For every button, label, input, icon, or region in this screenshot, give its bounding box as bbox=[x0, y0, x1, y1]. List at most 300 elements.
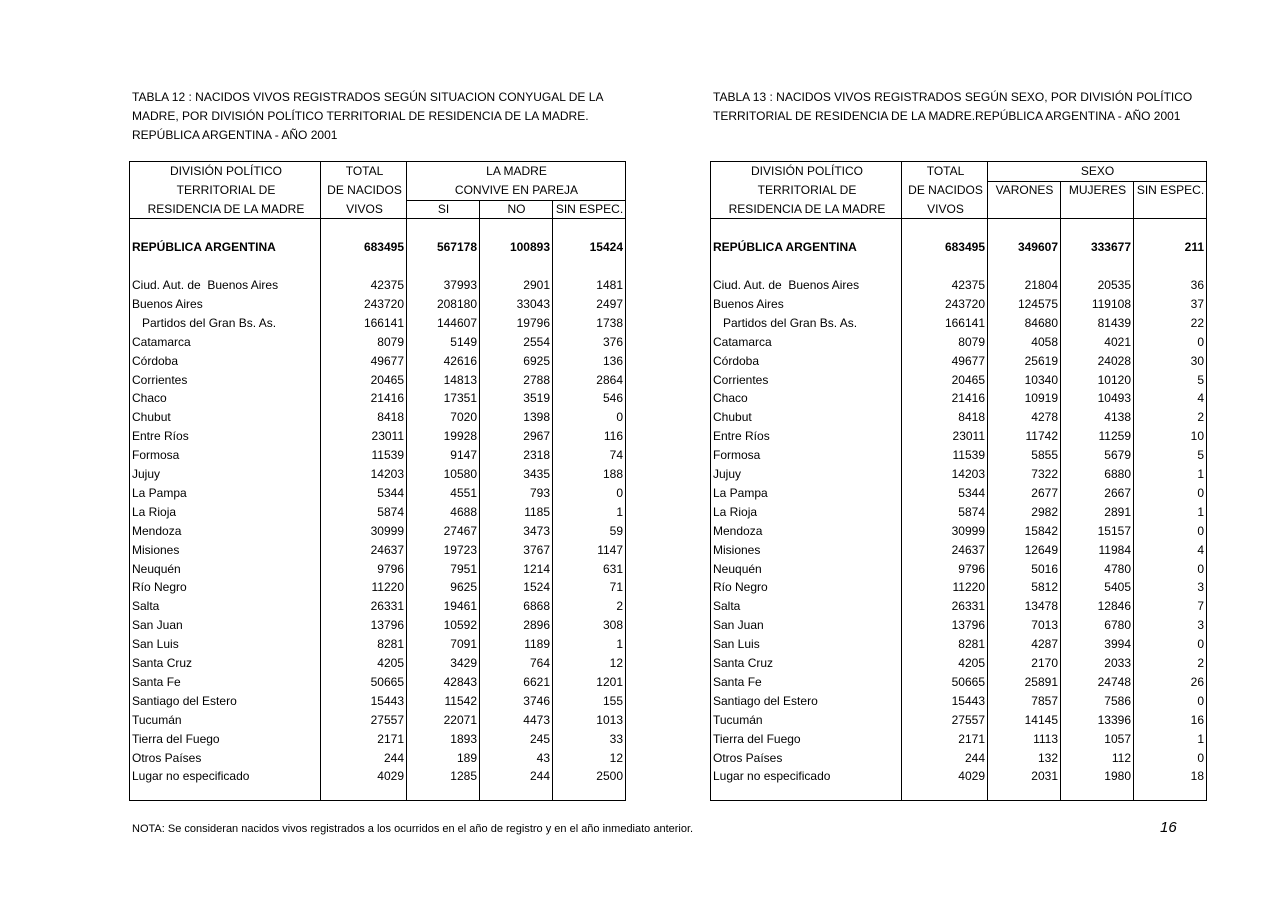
province-row-value: 8281 bbox=[377, 637, 404, 652]
province-row-value: 1113 bbox=[1033, 731, 1058, 746]
column-divider bbox=[901, 162, 902, 800]
province-row-value: 8079 bbox=[958, 334, 985, 349]
province-row-value: 189 bbox=[456, 750, 477, 765]
header-division: DIVISIÓN POLÍTICO bbox=[750, 164, 864, 178]
province-row-value: 764 bbox=[529, 656, 550, 670]
title-line: TERRITORIAL DE RESIDENCIA DE LA MADRE.REPÚBLICA ARGENTINA - AÑO 2001 bbox=[713, 109, 1181, 123]
province-row-value: 24637 bbox=[951, 542, 985, 557]
province-row-value: 15157 bbox=[1097, 523, 1131, 538]
header-division: RESIDENCIA DE LA MADRE bbox=[728, 202, 886, 216]
province-row-value: 49677 bbox=[370, 353, 404, 368]
national-row-value: 349607 bbox=[1017, 240, 1058, 254]
province-row-name: Santa Cruz bbox=[132, 656, 193, 670]
province-row-value: 3746 bbox=[523, 693, 550, 708]
province-row-value: 245 bbox=[529, 731, 550, 746]
province-row-value: 208180 bbox=[436, 296, 477, 311]
province-row-value: 376 bbox=[602, 334, 623, 349]
province-row-name: Misiones bbox=[713, 542, 761, 557]
province-row-value: 49677 bbox=[951, 353, 985, 368]
province-row-value: 20465 bbox=[370, 372, 404, 387]
province-row-value: 24748 bbox=[1097, 674, 1131, 689]
province-row-value: 26331 bbox=[951, 599, 985, 614]
province-row-value: 30999 bbox=[951, 523, 985, 538]
province-row-value: 0 bbox=[1197, 693, 1204, 708]
province-row-value: 6925 bbox=[523, 353, 550, 368]
national-row-value: 211 bbox=[1184, 240, 1204, 254]
province-row-value: 5344 bbox=[958, 485, 985, 500]
province-row-value: 5016 bbox=[1031, 561, 1058, 576]
province-row-value: 2497 bbox=[596, 296, 623, 311]
province-row-name: Tucumán bbox=[132, 712, 182, 727]
province-row-value: 37993 bbox=[443, 278, 477, 292]
province-row-value: 1398 bbox=[523, 410, 550, 425]
province-row-name: Mendoza bbox=[132, 523, 182, 538]
province-row-value: 11984 bbox=[1098, 542, 1131, 557]
province-row-value: 1 bbox=[616, 504, 623, 519]
province-row-name: Salta bbox=[713, 599, 741, 614]
province-row-value: 8079 bbox=[377, 334, 404, 349]
province-row-value: 11742 bbox=[1025, 429, 1058, 444]
title-line: REPÚBLICA ARGENTINA - AÑO 2001 bbox=[132, 128, 338, 142]
province-row-value: 2170 bbox=[1031, 656, 1058, 670]
province-row-value: 1 bbox=[1197, 504, 1204, 519]
province-row-value: 546 bbox=[602, 391, 623, 406]
province-row-value: 132 bbox=[1037, 750, 1058, 765]
province-row-name: San Luis bbox=[132, 637, 179, 652]
province-row-value: 7586 bbox=[1104, 693, 1131, 708]
province-row-name: Jujuy bbox=[713, 467, 742, 481]
province-row-name: Chubut bbox=[713, 410, 752, 425]
province-row-value: 308 bbox=[602, 618, 623, 633]
province-row-name: Catamarca bbox=[713, 334, 772, 349]
province-row-name: Tierra del Fuego bbox=[132, 731, 220, 746]
province-row-value: 10 bbox=[1190, 429, 1204, 444]
province-row-value: 23011 bbox=[952, 429, 985, 444]
table-13-title bbox=[713, 88, 1213, 126]
province-row-value: 18 bbox=[1190, 769, 1204, 784]
province-row-value: 11539 bbox=[371, 448, 404, 463]
province-row-value: 30 bbox=[1190, 353, 1204, 368]
province-row-value: 1 bbox=[1197, 467, 1204, 481]
province-row-name: Otros Países bbox=[713, 750, 783, 765]
province-row-value: 4205 bbox=[958, 656, 985, 670]
province-row-name: Jujuy bbox=[132, 467, 161, 481]
province-row-value: 25891 bbox=[1024, 674, 1058, 689]
province-row-value: 1147 bbox=[597, 542, 623, 557]
province-row-value: 42375 bbox=[951, 278, 985, 292]
header-sub-column: SIN ESPEC. bbox=[1136, 183, 1205, 197]
header-total: DE NACIDOS bbox=[327, 183, 402, 197]
province-row-name: Río Negro bbox=[132, 580, 187, 595]
province-row-value: 4688 bbox=[450, 504, 477, 519]
province-row-value: 166141 bbox=[944, 315, 985, 330]
province-row-name: La Rioja bbox=[713, 504, 758, 519]
province-row-value: 26331 bbox=[370, 599, 404, 614]
province-row-value: 9625 bbox=[450, 580, 477, 595]
province-row-value: 27557 bbox=[370, 712, 404, 727]
title-line: MADRE, POR DIVISIÓN POLÍTICO TERRITORIAL DE RESIDENCIA DE LA MADRE. bbox=[132, 109, 589, 123]
province-row-value: 2667 bbox=[1104, 485, 1131, 500]
province-row-value: 74 bbox=[609, 448, 623, 463]
province-row-value: 9796 bbox=[958, 561, 985, 576]
province-row-name: Chubut bbox=[132, 410, 171, 425]
province-row-value: 0 bbox=[1197, 750, 1204, 765]
province-row-value: 5855 bbox=[1031, 448, 1058, 463]
province-row-value: 42375 bbox=[370, 278, 404, 292]
province-row-value: 7091 bbox=[450, 637, 477, 652]
province-row-value: 13396 bbox=[1097, 712, 1131, 727]
column-divider bbox=[320, 162, 321, 800]
province-row-value: 2788 bbox=[523, 372, 550, 387]
province-row-value: 3767 bbox=[523, 542, 550, 557]
province-row-value: 7322 bbox=[1031, 467, 1058, 481]
province-row-value: 4780 bbox=[1104, 561, 1131, 576]
province-row-value: 15443 bbox=[951, 693, 985, 708]
province-row-value: 0 bbox=[616, 410, 623, 425]
province-row-value: 4 bbox=[1197, 542, 1204, 557]
province-row-value: 33 bbox=[609, 731, 623, 746]
province-row-value: 1980 bbox=[1104, 769, 1131, 784]
province-row-value: 14203 bbox=[370, 467, 404, 481]
province-row-value: 0 bbox=[1197, 561, 1204, 576]
province-row-name: Buenos Aires bbox=[132, 296, 203, 311]
province-row-value: 4205 bbox=[377, 656, 404, 670]
province-row-value: 0 bbox=[1197, 485, 1204, 500]
province-row-value: 3519 bbox=[523, 391, 550, 406]
province-row-name: Salta bbox=[132, 599, 160, 614]
province-row-value: 2 bbox=[1197, 410, 1204, 425]
province-row-value: 11220 bbox=[371, 580, 404, 595]
province-row-name: Formosa bbox=[132, 448, 180, 463]
province-row-value: 21416 bbox=[370, 391, 404, 406]
province-row-value: 1057 bbox=[1104, 731, 1131, 746]
province-row-name: Ciud. Aut. de Buenos Aires bbox=[713, 278, 860, 292]
province-row-value: 244 bbox=[529, 769, 550, 784]
province-row-value: 3 bbox=[1197, 618, 1204, 633]
province-row-value: 37 bbox=[1190, 296, 1204, 311]
province-row-value: 3435 bbox=[523, 467, 550, 481]
province-row-value: 30999 bbox=[370, 523, 404, 538]
province-row-name: Chaco bbox=[713, 391, 748, 406]
province-row-value: 2982 bbox=[1031, 504, 1058, 519]
header-sub-column: VARONES bbox=[995, 183, 1054, 197]
province-row-name: Mendoza bbox=[713, 523, 763, 538]
province-row-value: 112 bbox=[1111, 750, 1131, 765]
province-row-value: 6780 bbox=[1104, 618, 1131, 633]
province-row-value: 84680 bbox=[1024, 315, 1058, 330]
province-row-value: 2031 bbox=[1031, 769, 1058, 784]
province-row-value: 13478 bbox=[1024, 599, 1058, 614]
province-row-value: 4 bbox=[1197, 391, 1204, 406]
province-row-value: 13796 bbox=[951, 618, 985, 633]
province-row-value: 19928 bbox=[443, 429, 477, 444]
header-sub-column: MUJERES bbox=[1068, 183, 1127, 197]
header-group: CONVIVE EN PAREJA bbox=[454, 183, 579, 197]
province-row-value: 15443 bbox=[370, 693, 404, 708]
province-row-value: 5405 bbox=[1104, 580, 1131, 595]
province-row-value: 12846 bbox=[1097, 599, 1131, 614]
province-row-value: 5 bbox=[1197, 448, 1204, 463]
province-row-name: Entre Ríos bbox=[132, 429, 189, 444]
province-row-value: 4029 bbox=[377, 769, 404, 784]
national-row-value: 333677 bbox=[1090, 240, 1131, 254]
header-sub-column: NO bbox=[507, 202, 526, 216]
province-row-value: 1201 bbox=[596, 674, 623, 689]
province-row-value: 11542 bbox=[444, 693, 477, 708]
province-row-value: 15842 bbox=[1024, 523, 1058, 538]
province-row-value: 1 bbox=[616, 637, 623, 652]
province-row-value: 4278 bbox=[1031, 410, 1058, 425]
province-row-value: 1524 bbox=[523, 580, 550, 595]
title-line: TABLA 13 : NACIDOS VIVOS REGISTRADOS SEGÚN SEXO, POR DIVISIÓN POLÍTICO bbox=[713, 90, 1193, 104]
province-row-value: 793 bbox=[529, 485, 550, 500]
province-row-value: 43 bbox=[536, 750, 550, 765]
province-row-name: Otros Países bbox=[132, 750, 202, 765]
province-row-value: 1 bbox=[1197, 731, 1204, 746]
province-row-value: 6880 bbox=[1104, 467, 1131, 481]
province-row-value: 188 bbox=[602, 467, 623, 481]
province-row-value: 4473 bbox=[523, 712, 550, 727]
province-row-value: 14813 bbox=[443, 372, 477, 387]
province-row-value: 42843 bbox=[443, 674, 477, 689]
page-number: 16 bbox=[1160, 819, 1177, 836]
province-row-name: Buenos Aires bbox=[713, 296, 784, 311]
province-row-value: 81439 bbox=[1097, 315, 1131, 330]
province-row-value: 243720 bbox=[944, 296, 985, 311]
province-row-value: 16 bbox=[1190, 712, 1204, 727]
header-division: TERRITORIAL DE bbox=[176, 183, 276, 197]
header-sub-column: SI bbox=[437, 202, 450, 216]
province-row-name: Santa Fe bbox=[713, 674, 762, 689]
province-row-value: 12 bbox=[609, 750, 623, 765]
province-row-value: 244 bbox=[383, 750, 404, 765]
province-row-value: 33043 bbox=[516, 296, 550, 311]
province-row-value: 1185 bbox=[524, 504, 550, 519]
province-row-value: 2171 bbox=[377, 731, 404, 746]
province-row-value: 21804 bbox=[1024, 278, 1058, 292]
province-row-value: 42616 bbox=[443, 353, 477, 368]
national-row-name: REPÚBLICA ARGENTINA bbox=[132, 240, 276, 254]
province-row-value: 166141 bbox=[363, 315, 404, 330]
province-row-value: 8281 bbox=[958, 637, 985, 652]
province-row-value: 4021 bbox=[1104, 334, 1131, 349]
province-row-value: 5874 bbox=[377, 504, 404, 519]
province-row-name: Neuquén bbox=[132, 561, 181, 576]
header-total: TOTAL bbox=[926, 164, 965, 178]
province-row-value: 5812 bbox=[1031, 580, 1058, 595]
province-row-value: 155 bbox=[602, 693, 623, 708]
province-row-value: 12 bbox=[609, 656, 623, 670]
province-row-value: 2864 bbox=[596, 372, 623, 387]
province-row-name: Córdoba bbox=[713, 353, 760, 368]
province-row-value: 4029 bbox=[958, 769, 985, 784]
province-row-value: 5149 bbox=[450, 334, 477, 349]
province-row-value: 1738 bbox=[596, 315, 623, 330]
province-row-name: Santiago del Estero bbox=[713, 693, 818, 708]
table-13 bbox=[710, 161, 1207, 801]
header-sub-column: SIN ESPEC. bbox=[555, 202, 624, 216]
province-row-value: 21416 bbox=[951, 391, 985, 406]
province-row-value: 10120 bbox=[1097, 372, 1131, 387]
province-row-value: 9147 bbox=[450, 448, 477, 463]
table-12 bbox=[129, 161, 626, 801]
province-row-value: 1013 bbox=[596, 712, 623, 727]
province-row-value: 9796 bbox=[377, 561, 404, 576]
province-row-name: Córdoba bbox=[132, 353, 179, 368]
national-row-value: 683495 bbox=[363, 240, 404, 254]
national-row-value: 683495 bbox=[944, 240, 985, 254]
province-row-name: Lugar no especificado bbox=[713, 769, 831, 784]
province-row-name: Ciud. Aut. de Buenos Aires bbox=[132, 278, 279, 292]
province-row-value: 7020 bbox=[450, 410, 477, 425]
province-row-value: 27557 bbox=[951, 712, 985, 727]
title-line: TABLA 12 : NACIDOS VIVOS REGISTRADOS SEGÚN SITUACION CONYUGAL DE LA bbox=[132, 90, 604, 104]
province-row-value: 19461 bbox=[443, 599, 477, 614]
province-row-value: 4138 bbox=[1104, 410, 1131, 425]
province-row-value: 1214 bbox=[523, 561, 550, 576]
province-row-value: 0 bbox=[1197, 637, 1204, 652]
province-row-name: Corrientes bbox=[132, 372, 188, 387]
province-row-value: 7857 bbox=[1031, 693, 1058, 708]
province-row-value: 19723 bbox=[443, 542, 477, 557]
province-row-value: 6621 bbox=[523, 674, 550, 689]
province-row-name: Catamarca bbox=[132, 334, 191, 349]
province-row-value: 3 bbox=[1197, 580, 1204, 595]
province-row-name: La Pampa bbox=[132, 485, 187, 500]
province-row-value: 5874 bbox=[958, 504, 985, 519]
province-row-value: 244 bbox=[964, 750, 985, 765]
province-row-value: 6868 bbox=[523, 599, 550, 614]
footnote: NOTA: Se consideran nacidos vivos registrados a los ocurridos en el año de registro y en el año inmediato anterior. bbox=[132, 823, 694, 835]
header-division: DIVISIÓN POLÍTICO bbox=[169, 164, 283, 178]
header-group: SEXO bbox=[1080, 164, 1115, 178]
province-row-value: 19796 bbox=[516, 315, 550, 330]
province-row-value: 0 bbox=[1197, 523, 1204, 538]
province-row-name: San Juan bbox=[132, 618, 183, 633]
province-row-value: 7 bbox=[1197, 599, 1204, 614]
province-row-name: Tierra del Fuego bbox=[713, 731, 801, 746]
province-row-value: 10919 bbox=[1024, 391, 1058, 406]
province-row-value: 1481 bbox=[596, 278, 623, 292]
province-row-value: 14203 bbox=[951, 467, 985, 481]
province-row-value: 20465 bbox=[951, 372, 985, 387]
province-row-value: 26 bbox=[1190, 674, 1204, 689]
province-row-name: Tucumán bbox=[713, 712, 763, 727]
province-row-value: 116 bbox=[603, 429, 623, 444]
province-row-value: 23011 bbox=[371, 429, 404, 444]
province-row-name: La Rioja bbox=[132, 504, 177, 519]
province-row-value: 3994 bbox=[1104, 637, 1131, 652]
province-row-value: 4287 bbox=[1031, 637, 1058, 652]
province-row-name: Corrientes bbox=[713, 372, 769, 387]
header-total: VIVOS bbox=[927, 202, 964, 216]
province-row-value: 13796 bbox=[370, 618, 404, 633]
province-row-value: 1285 bbox=[450, 769, 477, 784]
province-row-value: 4551 bbox=[450, 485, 477, 500]
province-row-value: 243720 bbox=[363, 296, 404, 311]
province-row-name: Formosa bbox=[713, 448, 761, 463]
province-row-value: 59 bbox=[609, 523, 623, 538]
province-row-value: 4058 bbox=[1031, 334, 1058, 349]
province-row-name: Neuquén bbox=[713, 561, 762, 576]
province-row-name: Río Negro bbox=[713, 580, 768, 595]
province-row-value: 17351 bbox=[443, 391, 477, 406]
province-row-value: 10580 bbox=[443, 467, 477, 481]
province-row-value: 11539 bbox=[952, 448, 985, 463]
province-row-value: 10340 bbox=[1024, 372, 1058, 387]
province-row-value: 2171 bbox=[958, 731, 985, 746]
province-row-value: 631 bbox=[602, 561, 623, 576]
national-row-name: REPÚBLICA ARGENTINA bbox=[713, 240, 857, 254]
province-row-name: Partidos del Gran Bs. As. bbox=[713, 315, 858, 330]
province-row-value: 24028 bbox=[1097, 353, 1131, 368]
header-total: VIVOS bbox=[346, 202, 383, 216]
province-row-value: 10592 bbox=[443, 618, 477, 633]
province-row-value: 136 bbox=[602, 353, 623, 368]
province-row-value: 2891 bbox=[1104, 504, 1131, 519]
province-row-value: 8418 bbox=[377, 410, 404, 425]
province-row-value: 3473 bbox=[523, 523, 550, 538]
header-division: TERRITORIAL DE bbox=[757, 183, 857, 197]
province-row-name: San Luis bbox=[713, 637, 760, 652]
province-row-name: Santa Fe bbox=[132, 674, 181, 689]
province-row-value: 8418 bbox=[958, 410, 985, 425]
province-row-value: 7013 bbox=[1031, 618, 1058, 633]
province-row-value: 24637 bbox=[370, 542, 404, 557]
province-row-value: 50665 bbox=[370, 674, 404, 689]
province-row-value: 2033 bbox=[1104, 656, 1131, 670]
province-row-value: 119108 bbox=[1091, 296, 1131, 311]
national-row-value: 100893 bbox=[509, 240, 550, 254]
province-row-value: 2 bbox=[616, 599, 623, 614]
province-row-value: 2896 bbox=[523, 618, 550, 633]
province-row-value: 14145 bbox=[1024, 712, 1058, 727]
province-row-name: La Pampa bbox=[713, 485, 768, 500]
province-row-value: 22 bbox=[1190, 315, 1204, 330]
province-row-name: Lugar no especificado bbox=[132, 769, 250, 784]
province-row-value: 25619 bbox=[1024, 353, 1058, 368]
province-row-name: Santiago del Estero bbox=[132, 693, 237, 708]
province-row-value: 27467 bbox=[443, 523, 477, 538]
province-row-value: 2 bbox=[1197, 656, 1204, 670]
province-row-value: 124575 bbox=[1017, 296, 1058, 311]
province-row-name: Entre Ríos bbox=[713, 429, 770, 444]
province-row-value: 1893 bbox=[450, 731, 477, 746]
province-row-value: 2677 bbox=[1031, 485, 1058, 500]
province-row-value: 2500 bbox=[596, 769, 623, 784]
header-total: DE NACIDOS bbox=[908, 183, 983, 197]
province-row-value: 12649 bbox=[1024, 542, 1058, 557]
province-row-value: 11220 bbox=[952, 580, 985, 595]
table-12-title bbox=[132, 88, 632, 145]
province-row-value: 2318 bbox=[523, 448, 550, 463]
province-row-value: 71 bbox=[609, 580, 623, 595]
province-row-value: 50665 bbox=[951, 674, 985, 689]
province-row-value: 144607 bbox=[436, 315, 477, 330]
province-row-name: Misiones bbox=[132, 542, 180, 557]
province-row-value: 5679 bbox=[1104, 448, 1131, 463]
province-row-value: 2554 bbox=[523, 334, 550, 349]
province-row-value: 7951 bbox=[450, 561, 477, 576]
province-row-value: 5344 bbox=[377, 485, 404, 500]
header-total: TOTAL bbox=[345, 164, 384, 178]
province-row-value: 22071 bbox=[443, 712, 477, 727]
header-group: LA MADRE bbox=[486, 164, 547, 178]
province-row-name: Santa Cruz bbox=[713, 656, 774, 670]
province-row-name: Partidos del Gran Bs. As. bbox=[132, 315, 277, 330]
province-row-value: 0 bbox=[616, 485, 623, 500]
province-row-name: Chaco bbox=[132, 391, 167, 406]
